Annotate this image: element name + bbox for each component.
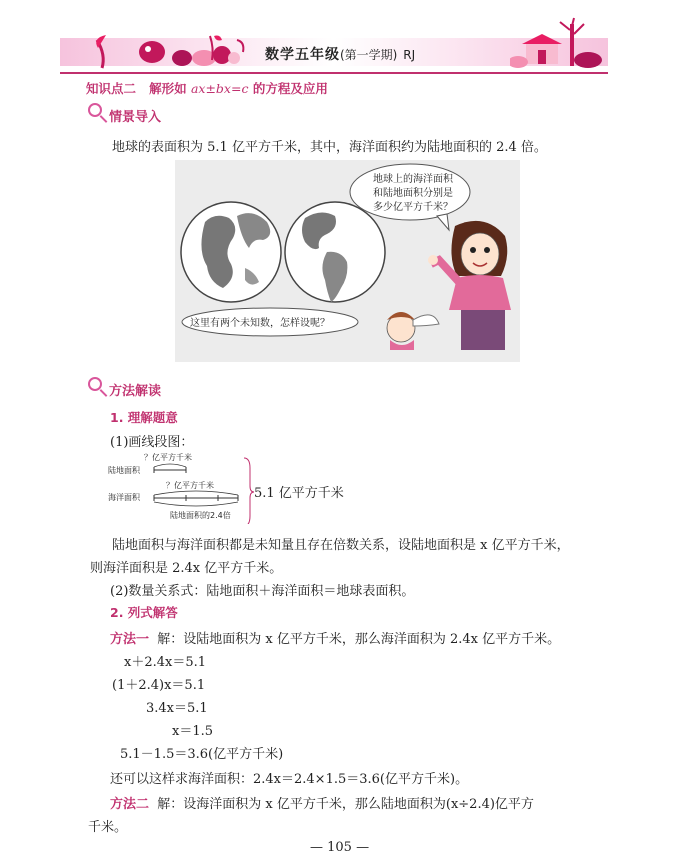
header-decoration-left: [62, 30, 252, 72]
svg-text:陆地面积的2.4倍: 陆地面积的2.4倍: [170, 511, 231, 520]
method1-line: 方法一 解：设陆地面积为 x 亿平方千米，那么海洋面积为 2.4x 亿平方千米。: [110, 632, 561, 647]
svg-text:多少亿平方千米？: 多少亿平方千米？: [373, 202, 453, 213]
header-rule: [60, 72, 608, 74]
relation-text: (2)数量关系式：陆地面积＋海洋面积＝地球表面积。: [110, 584, 415, 599]
svg-text:这里有两个未知数，怎样设呢？: 这里有两个未知数，怎样设呢？: [190, 318, 330, 329]
speech-bubble-kid: [182, 308, 358, 336]
method2-label: 方法二: [110, 797, 150, 812]
house-icon: [522, 34, 562, 64]
step1-title: 1. 理解题意: [110, 410, 178, 425]
line-segment-diagram: [108, 452, 278, 524]
knowledge-point-heading: 知识点二 解形如 ax±bx=c 的方程及应用: [86, 81, 328, 96]
globe-icon: [285, 202, 385, 302]
equation-2: (1＋2.4)x＝5.1: [112, 678, 206, 693]
alternative-text: 还可以这样求海洋面积：2.4x＝2.4×1.5＝3.6(亿平方千米)。: [110, 772, 469, 787]
magnifier-icon: [88, 377, 102, 391]
page-number: — 105 —: [310, 840, 370, 855]
magnifier-icon: [88, 103, 102, 117]
step2-title: 2. 列式解答: [110, 605, 178, 620]
svg-text:海洋面积: 海洋面积: [108, 493, 140, 502]
method1-label: 方法一: [110, 632, 150, 647]
svg-text:？亿平方千米: ？亿平方千米: [166, 481, 214, 490]
equation-1: x＋2.4x＝5.1: [124, 655, 207, 670]
method2-line: 方法二 解：设海洋面积为 x 亿平方千米，那么陆地面积为(x÷2.4)亿平方: [110, 797, 534, 812]
scenario-paragraph: 地球的表面积为 5.1 亿平方千米，其中，海洋面积约为陆地面积的 2.4 倍。: [112, 140, 547, 155]
svg-text:和陆地面积分别是: 和陆地面积分别是: [373, 188, 453, 199]
method2-continued: 千米。: [88, 820, 128, 835]
equation-4: x＝1.5: [172, 724, 214, 739]
header-title: 数学五年级(第一学期) RJ: [265, 47, 416, 63]
step1-subtitle: (1)画线段图：: [110, 435, 194, 450]
illustration: [175, 160, 520, 362]
header-decoration-right: [510, 16, 610, 72]
diagram-total-label: 5.1 亿平方千米: [254, 486, 344, 501]
explain-line-2: 则海洋面积是 2.4x 亿平方千米。: [90, 561, 283, 576]
svg-text:地球上的海洋面积: 地球上的海洋面积: [373, 174, 453, 185]
svg-text:陆地面积: 陆地面积: [108, 466, 140, 475]
explain-line-1: 陆地面积与海洋面积都是未知量且存在倍数关系，设陆地面积是 x 亿平方千米，: [112, 538, 570, 553]
section-heading-scenario: 情景导入: [109, 110, 162, 125]
svg-text:？亿平方千米: ？亿平方千米: [144, 453, 192, 462]
ladybug-icon: [139, 41, 165, 63]
section-heading-method: 方法解读: [109, 384, 162, 399]
equation-5: 5.1－1.5＝3.6(亿平方千米): [120, 747, 284, 762]
equation-3: 3.4x＝5.1: [146, 701, 208, 716]
globe-icon: [181, 202, 281, 302]
